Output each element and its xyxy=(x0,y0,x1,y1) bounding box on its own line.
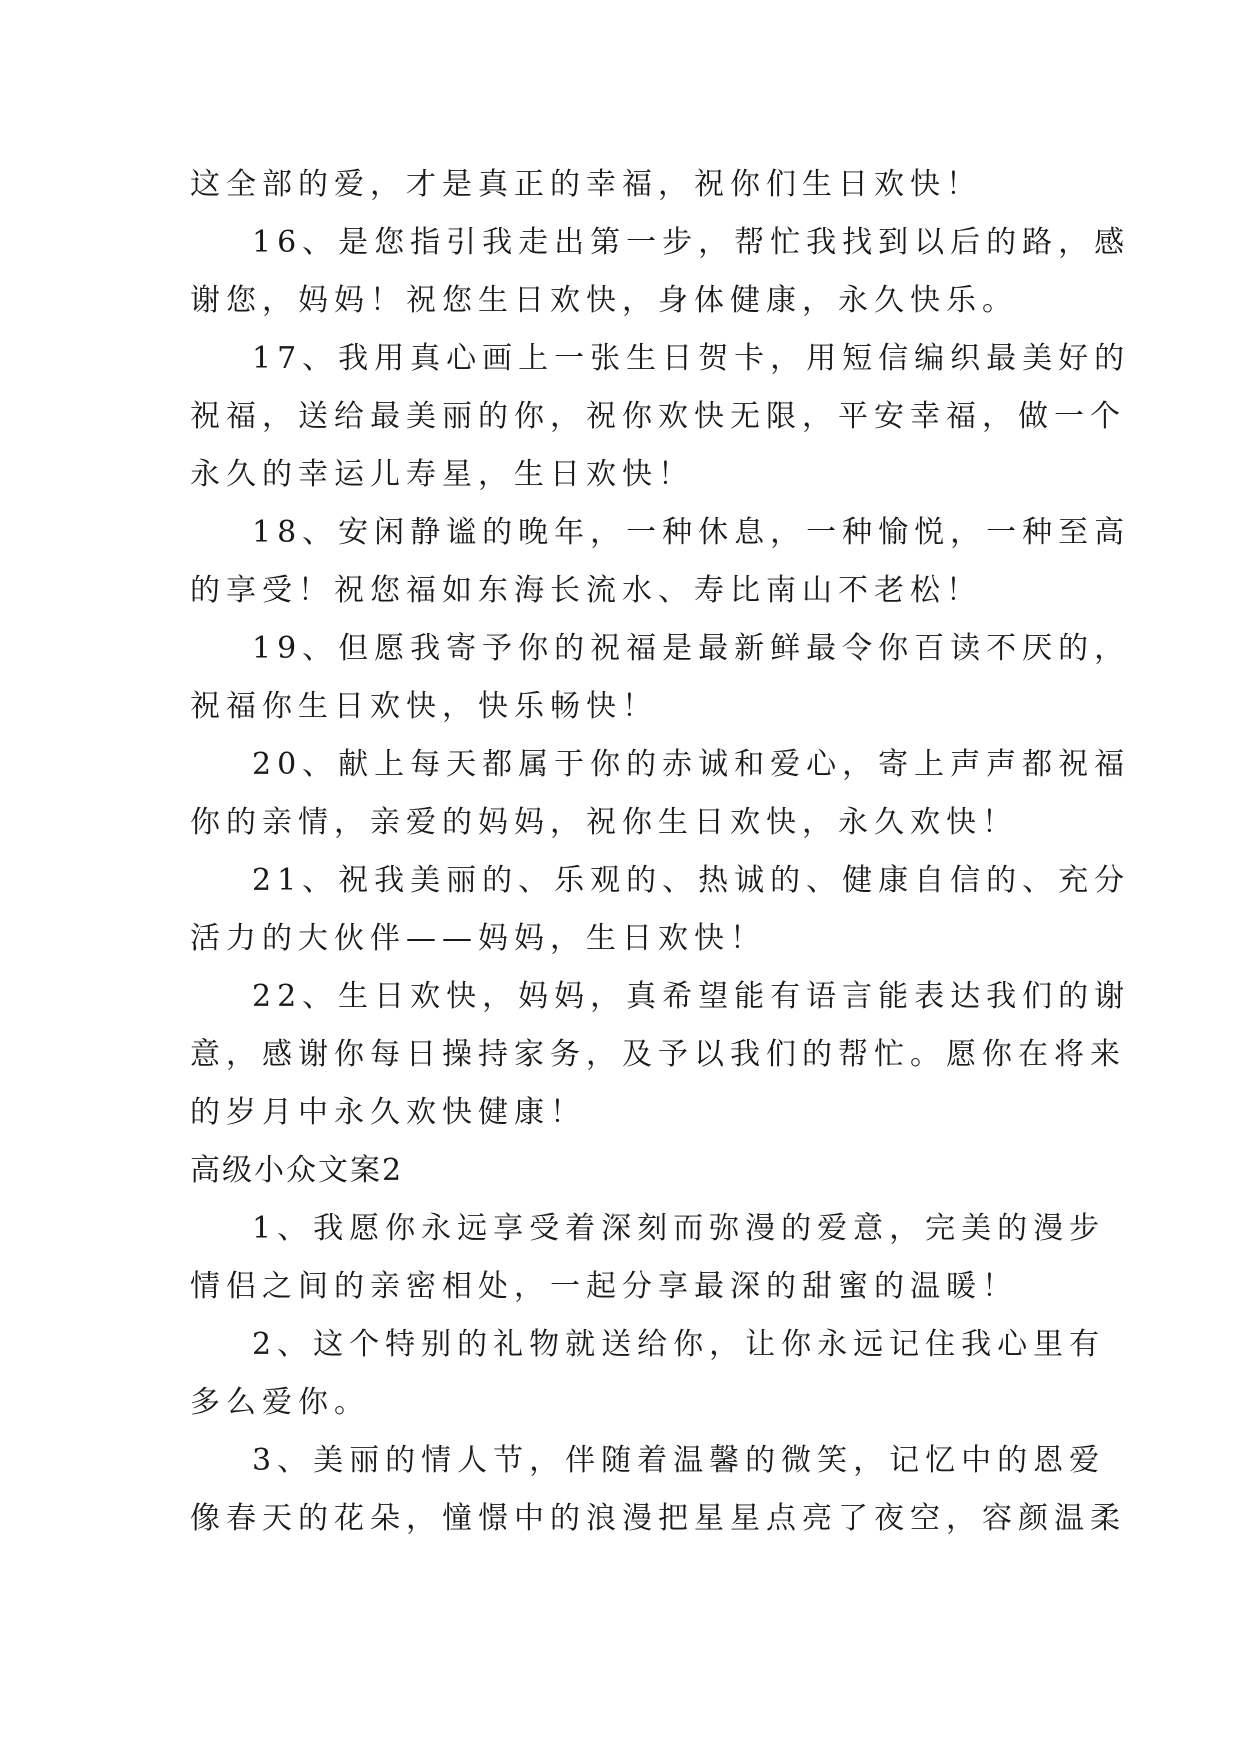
text-line: 永久的幸运儿寿星，生日欢快！ xyxy=(190,457,694,492)
text-line: 这全部的爱，才是真正的幸福，祝你们生日欢快！ xyxy=(190,167,982,202)
text-line: 18、安闲静谧的晚年，一种休息，一种愉悦，一种至高 xyxy=(252,515,1131,550)
text-line: 谢您，妈妈！祝您生日欢快，身体健康，永久快乐。 xyxy=(190,283,1018,318)
text-line: 20、献上每天都属于你的赤诚和爱心，寄上声声都祝福 xyxy=(252,747,1131,782)
text-line: 的享受！祝您福如东海长流水、寿比南山不老松！ xyxy=(190,573,982,608)
document-body xyxy=(190,156,1131,1548)
text-line: 的岁月中永久欢快健康！ xyxy=(190,1095,586,1130)
text-line: 情侣之间的亲密相处，一起分享最深的甜蜜的温暖！ xyxy=(190,1269,1018,1304)
text-line: 16、是您指引我走出第一步，帮忙我找到以后的路，感 xyxy=(252,225,1131,260)
text-line: 3、美丽的情人节，伴随着温馨的微笑，记忆中的恩爱 xyxy=(252,1443,1106,1478)
text-line: 活力的大伙伴——妈妈，生日欢快！ xyxy=(190,921,766,956)
text-line: 像春天的花朵，憧憬中的浪漫把星星点亮了夜空，容颜温柔 xyxy=(190,1501,1126,1536)
text-line: 祝福，送给最美丽的你，祝你欢快无限，平安幸福，做一个 xyxy=(190,399,1126,434)
text-line: 意，感谢你每日操持家务，及予以我们的帮忙。愿你在将来 xyxy=(190,1037,1126,1072)
section-heading: 高级小众文案2 xyxy=(190,1153,404,1188)
text-line: 17、我用真心画上一张生日贺卡，用短信编织最美好的 xyxy=(252,341,1131,376)
text-line: 1、我愿你永远享受着深刻而弥漫的爱意，完美的漫步 xyxy=(252,1211,1106,1246)
text-line: 21、祝我美丽的、乐观的、热诚的、健康自信的、充分 xyxy=(252,863,1131,898)
text-line: 22、生日欢快，妈妈，真希望能有语言能表达我们的谢 xyxy=(252,979,1131,1014)
text-line: 19、但愿我寄予你的祝福是最新鲜最令你百读不厌的， xyxy=(252,631,1131,666)
text-line: 多么爱你。 xyxy=(190,1385,370,1420)
text-line: 祝福你生日欢快，快乐畅快！ xyxy=(190,689,658,724)
text-line: 你的亲情，亲爱的妈妈，祝你生日欢快，永久欢快！ xyxy=(190,805,1018,840)
text-line: 2、这个特别的礼物就送给你，让你永远记住我心里有 xyxy=(252,1327,1106,1362)
